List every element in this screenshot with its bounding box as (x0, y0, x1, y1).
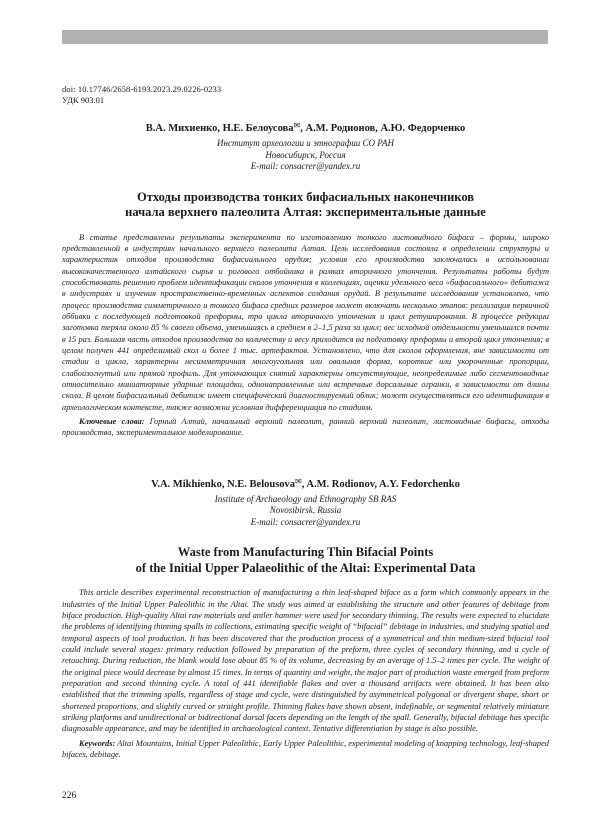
english-section (62, 475, 549, 761)
keywords-ru (62, 416, 549, 439)
keywords-ru-label: Ключевые слова: (79, 417, 145, 426)
keywords-en (62, 738, 549, 761)
affiliation-ru (62, 138, 549, 173)
authors-ru-names-rest: , А.М. Родионов, А.Ю. Федорченко (300, 123, 466, 134)
abstract-en: This article describes experimental reconstruction of manufacturing a thin leaf-shaped biface as a form which commonly appears in the industries of the Initial Upper Paleolithic in the Altai. The study was aimed at establishing the structure and other features of debitage from biface production. High-quality Altai raw materials and antler hammer were used for secondary thinning. The results were expected to elucidate the problems of identifying thinning spalls in collections, estimating specific weight of “bifacial” debitage in industries, and studying spatial and temporal aspects of tool production. It has been discovered that the production process of a symmetrical and thin medium-sized bifacial tool could include several stages: primary reduction followed by preparation of the preform, three cycles of secondary thinning, and a cycle of retouching. During reduction, the blank would lose about 85 % of its volume, decreasing by an average of 1.5–2 times per cycle. The weight of the original piece would decrease by almost 15 times. In terms of quantity and weight, the major part of production waste emerged from preform preparation and second thinning cycle. A total of 441 identifiable flakes and over a thousand artifacts were obtained. It has been also established that the trimming spalls, regardless of stage and cycle, were distinguished by asymmetrical polygonal or divergent shape, short or shortened proportions, and slightly curved or straight profile. Thinning flakes have shown absent, indefinable, or segmental relatively miniature striking platforms and unidirectional or bidirectional dorsal facets depending on the length of the spall. Generally, bifacial debitage has specific diagnosable appearance, and may be identified in archaeological context. Tentative differentiation by stage is also possible. (62, 588, 549, 734)
affiliation-ru-city: Новосибирск, Россия (265, 149, 346, 160)
authors-ru (62, 119, 549, 135)
affiliation-en-city: Novosibirsk, Russia (269, 505, 342, 516)
udc-line: УДК 903.01 (62, 95, 105, 105)
keywords-ru-text: Горный Алтай, начальный верхний палеолит, ранний верхний палеолит, листовидные бифасы, отходы производства, экспериментальное моделирование. (62, 417, 549, 438)
mail-icon: ✉ (293, 121, 301, 130)
title-en-line2: of the Initial Upper Palaeolithic of the Altai: Experimental Data (135, 560, 476, 575)
page-number: 226 (62, 791, 77, 801)
authors-en (62, 475, 549, 491)
affiliation-ru-institute: Институт археологии и этнографии СО РАН (217, 138, 394, 148)
doi-line: doi: 10.17746/2658-6193.2023.29.0226-0233 (62, 84, 222, 94)
affiliation-ru-email: E-mail: consacrer@yandex.ru (250, 161, 361, 171)
mail-icon: ✉ (295, 476, 302, 486)
page-header-bar (62, 30, 548, 44)
title-ru-line2: начала верхнего палеолита Алтая: экспериментальные данные (125, 205, 486, 219)
authors-en-names-rest: , A.M. Rodionov, A.Y. Fedorchenko (301, 478, 460, 490)
authors-ru-names: В.А. Михиенко, Н.Е. Белоусова (145, 123, 294, 134)
authors-en-names: V.A. Mikhienko, N.E. Belousova (151, 478, 296, 490)
title-en-line1: Waste from Manufacturing Thin Bifacial Points (177, 545, 434, 560)
affiliation-en (62, 494, 549, 529)
title-en (62, 545, 549, 576)
affiliation-en-email: E-mail: consacrer@yandex.ru (250, 516, 361, 527)
abstract-ru: В статье представлены результаты эксперимента по изготовлению тонкого листовидного бифаса – формы, широко представленной в индустриях начального верхнего палеолита Алтая. Цель исследования состояла в определении структуры и характеристик отходов производства бифасиального орудия; условия его производства заключались в использовании высококачественного алтайского сырья и рогового отбойника в рамках вторичного утончения. Результаты работы будут способствовать решению проблем идентификации сколов утончения в коллекциях, оценки удельного веса «бифасиального» дебитажа в индустриях и изучения пространственно-временных аспектов создания орудий. В результате исследования установлено, что процесс производства симметричного и тонкого бифаса средних размеров может включать несколько этапов: реализация первичной оббивки с последующей подготовкой преформы, три цикла вторичного утончения и цикл ретуширования. В процессе редукции заготовка теряла около 85 % своего объема, уменьшаясь в среднем в 2–1,5 раза за цикл; вес исходной отдельности уменьшался почти в 15 раз. Большая часть отходов производства по количеству и весу приходится на подготовку преформы и второй цикл утончения; в целом получен 441 определимый скол и более 1 тыс. артефактов. Установлено, что для сколов оформления, вне зависимости от стадии и цикла, характерны несимметричная многоугольная или овальная форма, короткие или укороченные пропорции, слабоизогнутый или прямой профиль. Для утончающих снятий характерны отсутствующие, неопределимые либо сегментовидные относительно миниатюрные ударные площадки, однонаправленные или встречные дорсальные огранки, в зависимости от длины скола. В целом бифасиальный дебитаж имеет специфический диагностируемый облик; может осуществляться его идентификация в археологическом контексте, также возможна условная дифференциация по стадиям. (62, 232, 549, 412)
title-ru (62, 190, 549, 221)
affiliation-en-institute: Institute of Archaeology and Ethnography SB RAS (214, 493, 397, 504)
keywords-en-label: Keywords: (79, 738, 116, 748)
page-content (62, 84, 549, 760)
title-ru-line1: Отходы производства тонких бифасиальных наконечников (136, 189, 475, 204)
keywords-en-text: Altai Mountains, Initial Upper Paleolithic, Early Upper Paleolithic, experimental modeling of knapping technology, leaf-shaped bifaces, debitage. (62, 738, 549, 759)
